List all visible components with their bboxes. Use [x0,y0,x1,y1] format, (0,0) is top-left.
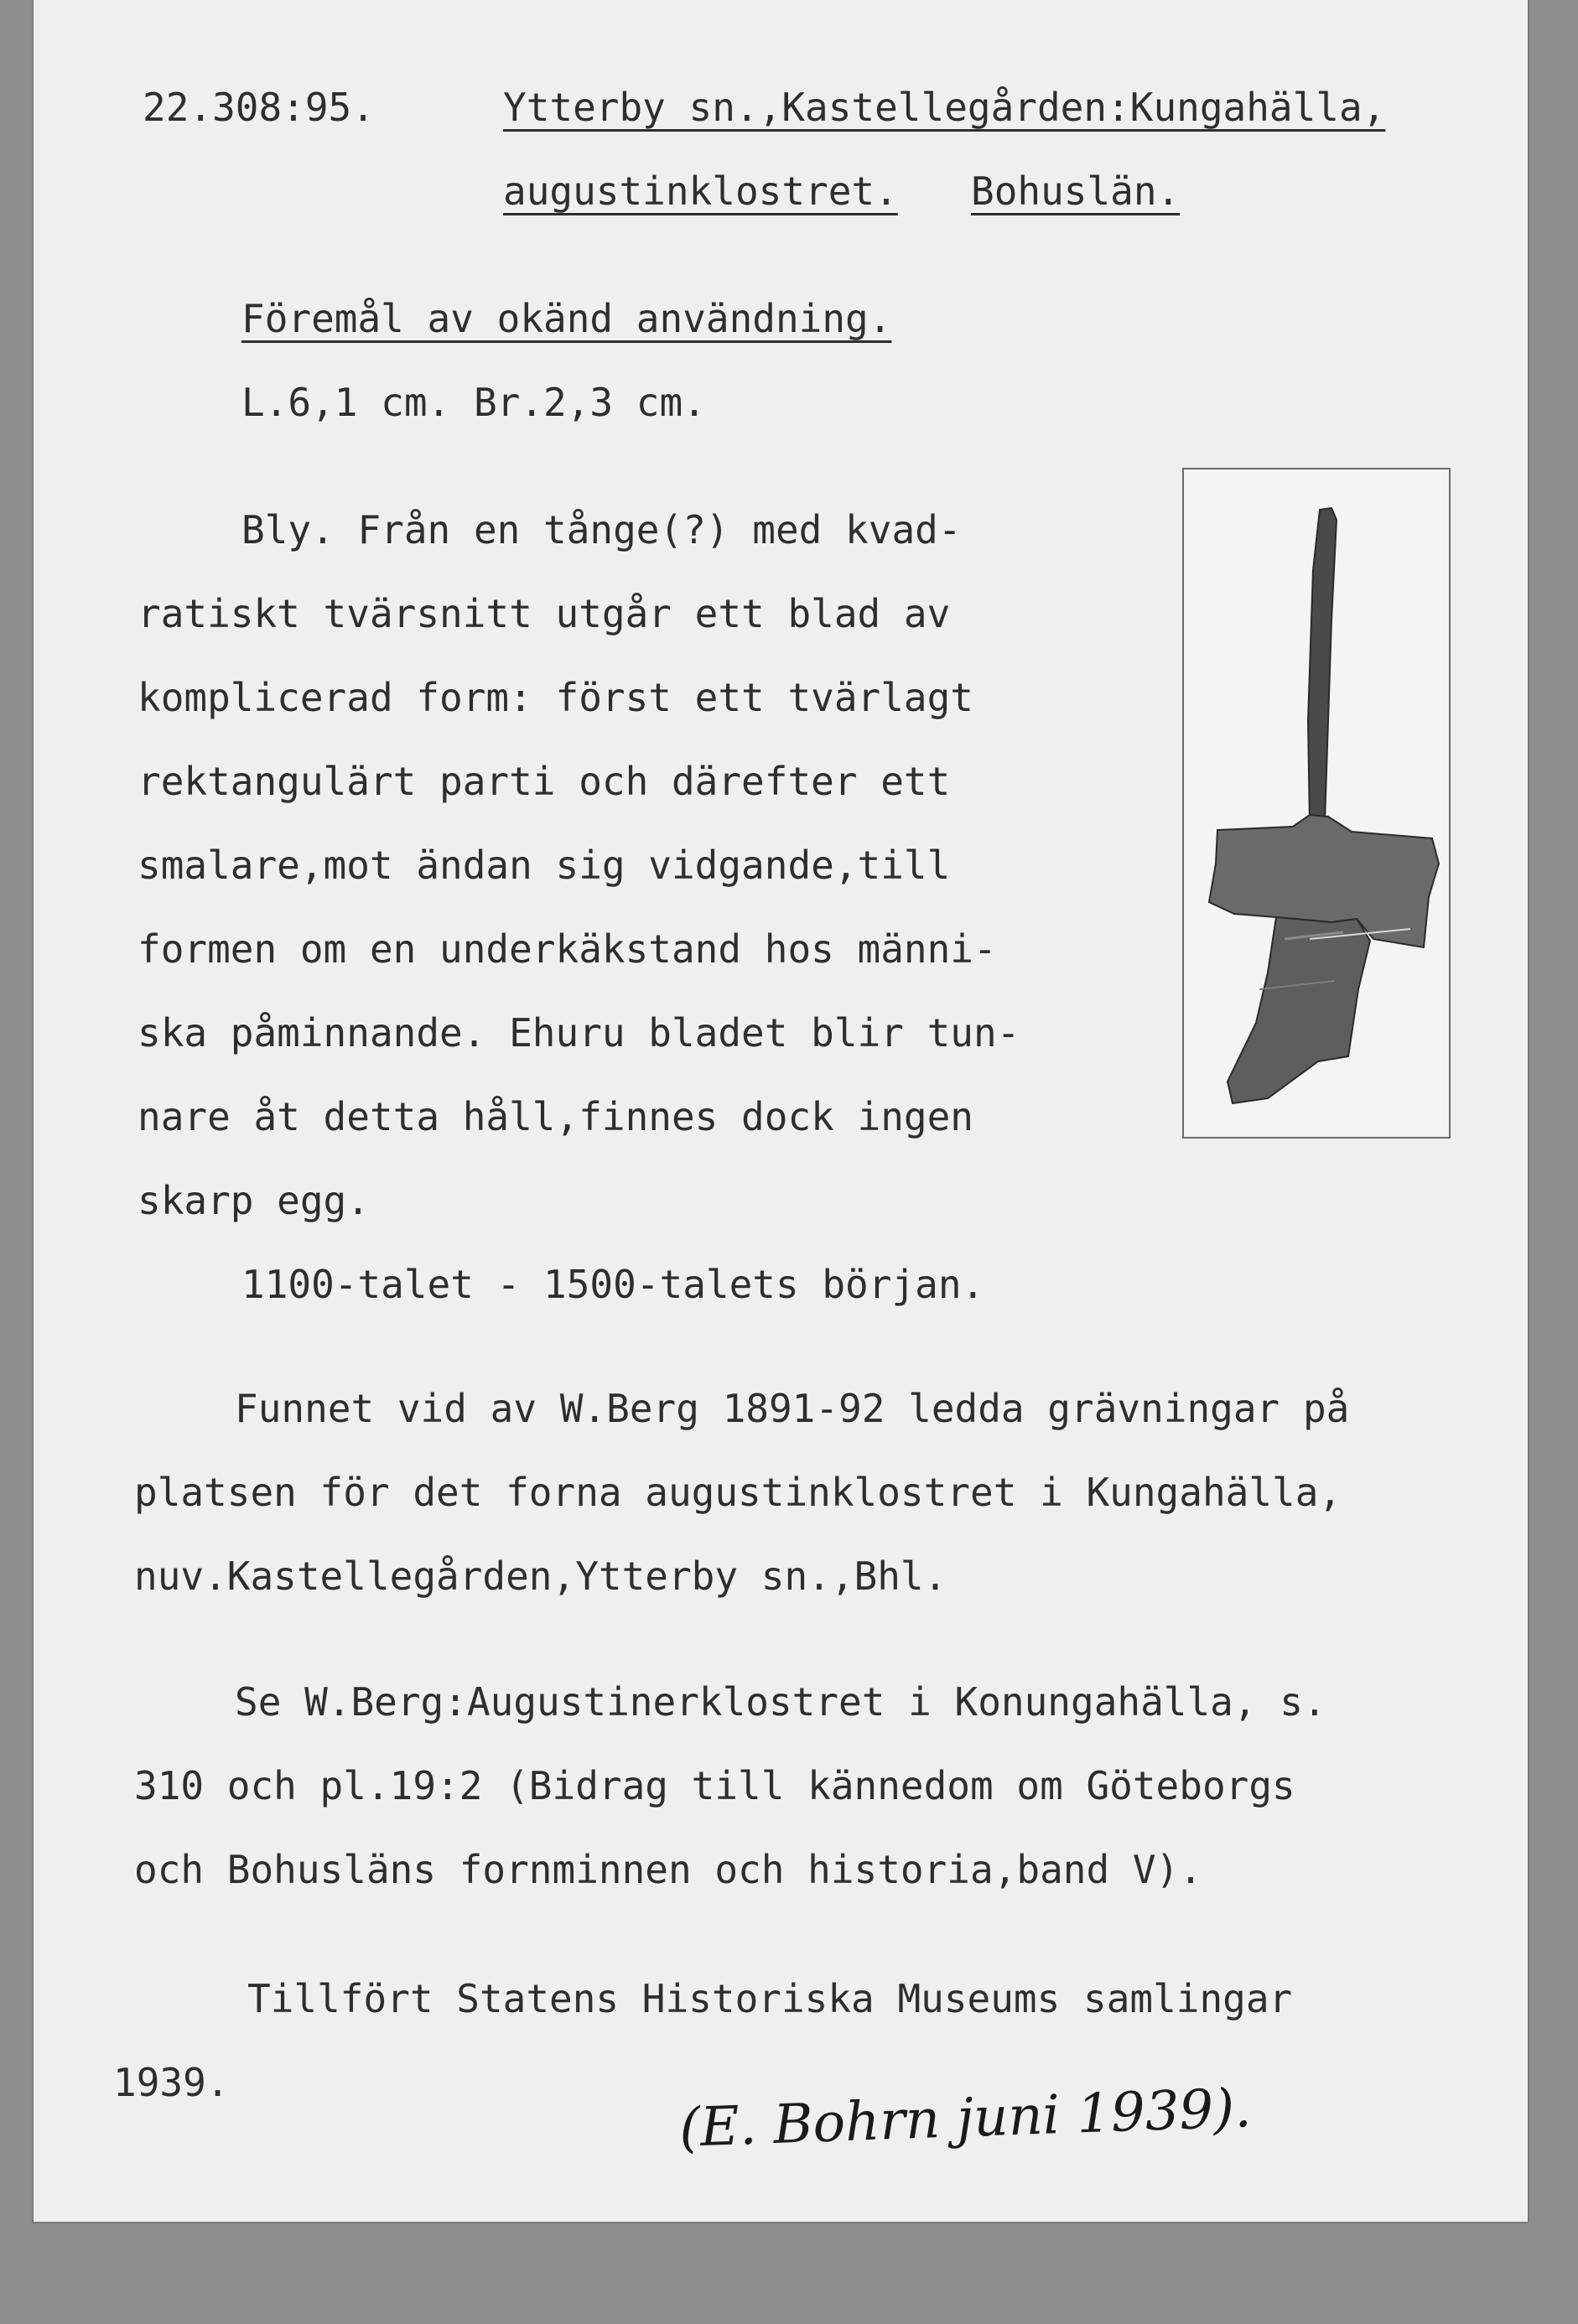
description-line: skarp egg. [138,1178,370,1223]
location-line-1: Ytterby sn.,Kastellegården:Kungahälla, [503,85,1386,130]
reference-line: Se W.Berg:Augustinerklostret i Konungahälla, s. [235,1679,1326,1725]
description-line: Bly. Från en tånge(?) med kvad- [241,507,962,552]
acquisition-year: 1939. [113,2060,230,2105]
handwritten-signature: (E. Bohrn juni 1939). [677,2078,1253,2160]
description-line: rektangulärt parti och därefter ett [138,759,951,804]
object-dimensions: L.6,1 cm. Br.2,3 cm. [241,380,706,425]
location-line-2a: augustinklostret. [503,169,898,214]
location-line-2b: Bohuslän. [971,169,1181,214]
lead-object-icon [1184,469,1449,1137]
find-line: Funnet vid av W.Berg 1891-92 ledda grävningar på [235,1386,1350,1431]
description-line: smalare,mot ändan sig vidgande,till [138,843,951,888]
object-photo [1182,468,1451,1139]
description-line: nare åt detta håll,finnes dock ingen [138,1094,973,1139]
catalog-card [34,0,1528,2222]
find-line: nuv.Kastellegården,Ytterby sn.,Bhl. [134,1554,947,1599]
reference-line: och Bohusläns fornminnen och historia,band V). [134,1847,1202,1892]
dating: 1100-talet - 1500-talets början. [241,1262,985,1307]
description-line: formen om en underkäkstand hos männi- [138,926,997,972]
acquisition-line: Tillfört Statens Historiska Museums samlingar [247,1976,1293,2021]
catalog-number: 22.308:95. [143,85,375,130]
object-title: Föremål av okänd användning. [241,296,892,341]
description-line: ska påminnande. Ehuru bladet blir tun- [138,1010,1020,1056]
find-line: platsen för det forna augustinklostret i Kungahälla, [134,1470,1342,1515]
reference-line: 310 och pl.19:2 (Bidrag till kännedom om Göteborgs [134,1763,1295,1808]
description-line: komplicerad form: först ett tvärlagt [138,675,973,720]
description-line: ratiskt tvärsnitt utgår ett blad av [138,591,951,636]
